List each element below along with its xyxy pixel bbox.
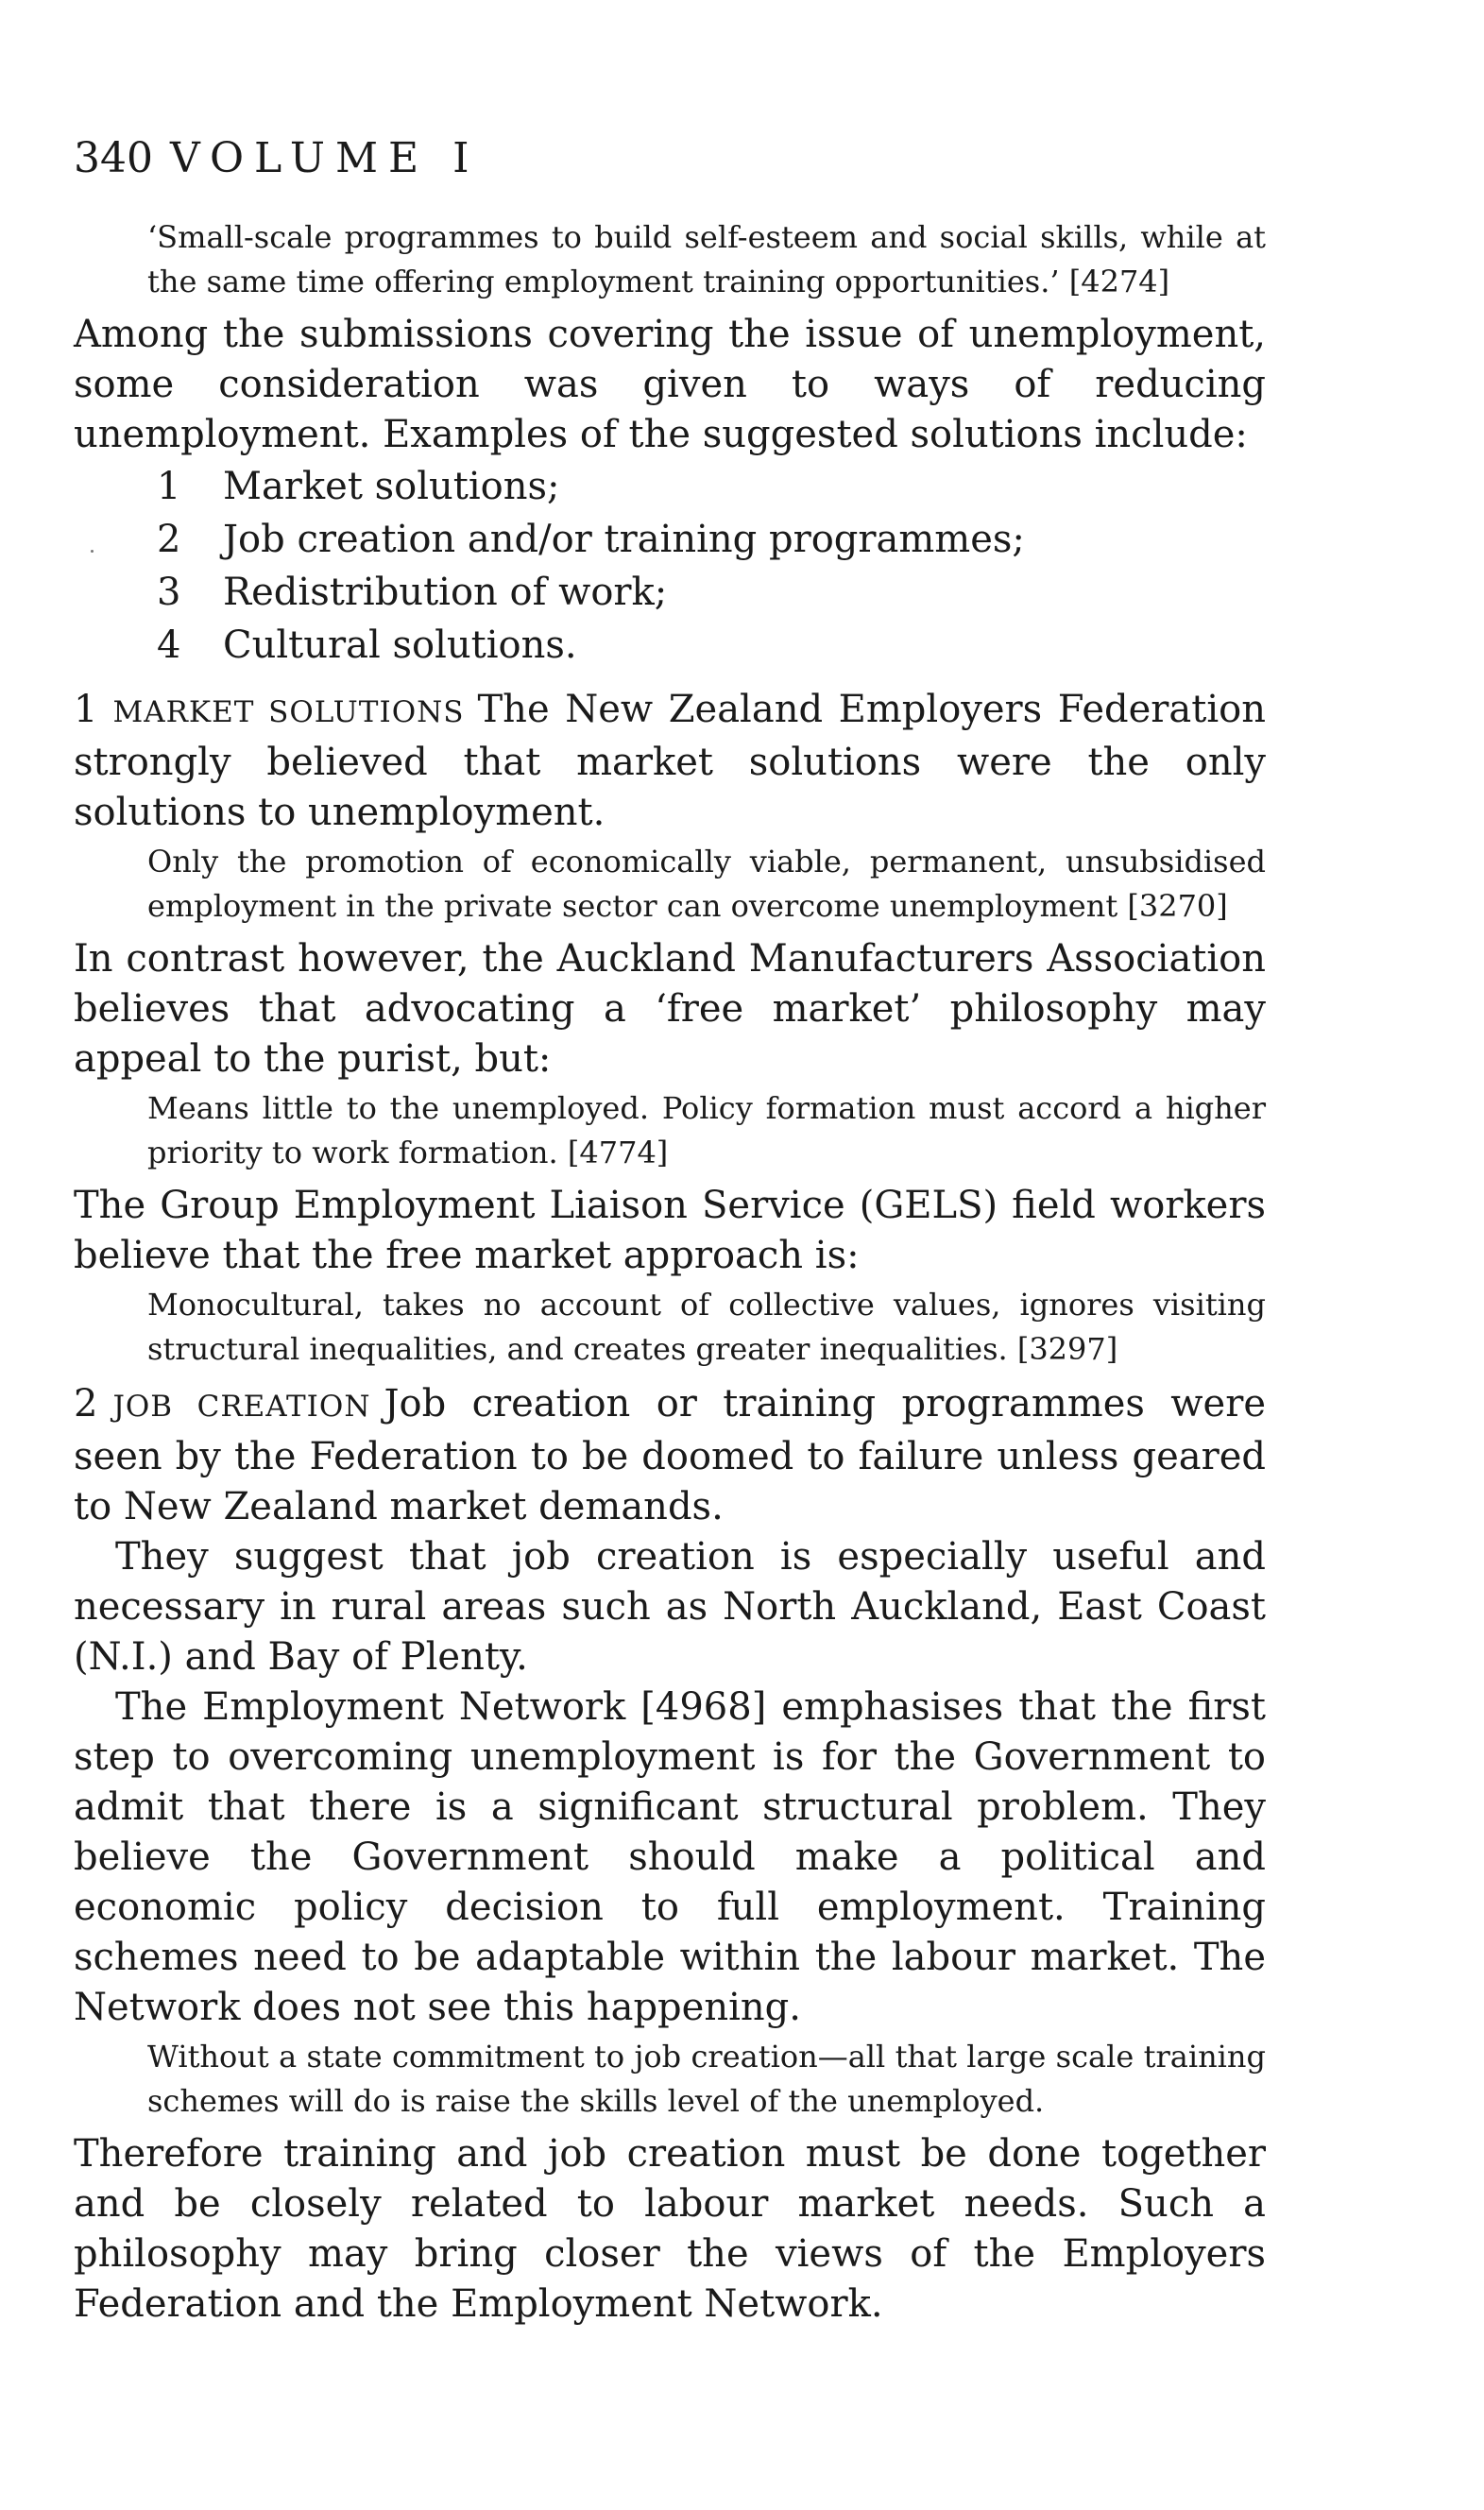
list-text: Redistribution of work;: [223, 571, 668, 614]
section-text: The New Zealand Employers Federation strongly believed that market solutions were the only solutions to unemployment.: [74, 688, 1266, 834]
list-item: [74, 566, 1266, 619]
solutions-list: [74, 460, 1266, 672]
quote-employment-network: Without a state commitment to job creation—all that large scale training schemes will do is raise the skills level of the unemployed.: [147, 2039, 1266, 2119]
quote-employers-federation: Only the promotion of economically viable, permanent, unsubsidised employment in the private sector can overcome unemployment [3270]: [147, 844, 1266, 924]
section-job-creation: [74, 1379, 1266, 1532]
list-item: [74, 619, 1266, 672]
paragraph-rural-areas: They suggest that job creation is especially useful and necessary in rural areas such as North Auckland, East Coast (N.I.) and Bay of Plenty.: [74, 1535, 1266, 1679]
list-number: 3: [157, 571, 181, 614]
page: [74, 132, 1266, 2330]
paragraph-intro: Among the submissions covering the issue of unemployment, some consideration was given to ways of reducing unemployment. Examples of the suggested solutions include:: [74, 313, 1266, 456]
list-text: Market solutions;: [223, 465, 560, 508]
quote-auckland-manufacturers: Means little to the unemployed. Policy formation must accord a higher priority to work formation. [4774]: [147, 1090, 1266, 1170]
paragraph-employment-network: The Employment Network [4968] emphasises that the first step to overcoming unemployment is for the Government to admit that there is a significant structural problem. They believe the Government should make a political and economic policy decision to full employment. Training schemes need to be adaptable within the labour market. The Network does not see this happening.: [74, 1685, 1266, 2029]
section-text: Job creation or training programmes were seen by the Federation to be doomed to failure unless geared to New Zealand market demands.: [74, 1382, 1266, 1528]
paragraph-auckland-manufacturers: In contrast however, the Auckland Manufacturers Association believes that advocating a ‘free market’ philosophy may appeal to the purist, but:: [74, 937, 1266, 1081]
list-item: [74, 513, 1266, 566]
section-heading: MARKET SOLUTIONS: [112, 695, 465, 729]
list-text: Cultural solutions.: [223, 623, 577, 667]
list-text: Job creation and/or training programmes;: [223, 518, 1025, 561]
quote-gels: Monocultural, takes no account of collective values, ignores visiting structural inequalities, and creates greater inequalities. [3297]: [147, 1287, 1266, 1367]
paragraph-conclusion: Therefore training and job creation must be done together and be closely related to labour market needs. Such a philosophy may bring closer the views of the Employers Federation and the Employment Network.: [74, 2132, 1266, 2326]
list-number: 4: [157, 623, 181, 667]
running-head: [74, 132, 1266, 185]
page-number: 340: [74, 134, 153, 182]
volume-title: VOLUME I: [169, 134, 480, 182]
list-number: 2: [157, 518, 181, 561]
list-number: 1: [157, 465, 181, 508]
section-number: 2: [74, 1382, 98, 1426]
section-number: 1: [74, 688, 98, 731]
quote-self-esteem: ‘Small-scale programmes to build self-esteem and social skills, while at the same time offering employment training opportunities.’ [4274]: [147, 219, 1266, 299]
section-market-solutions: [74, 685, 1266, 838]
section-heading: JOB CREATION: [112, 1390, 371, 1424]
list-item: [74, 460, 1266, 513]
paragraph-gels: The Group Employment Liaison Service (GELS) field workers believe that the free market approach is:: [74, 1184, 1266, 1277]
